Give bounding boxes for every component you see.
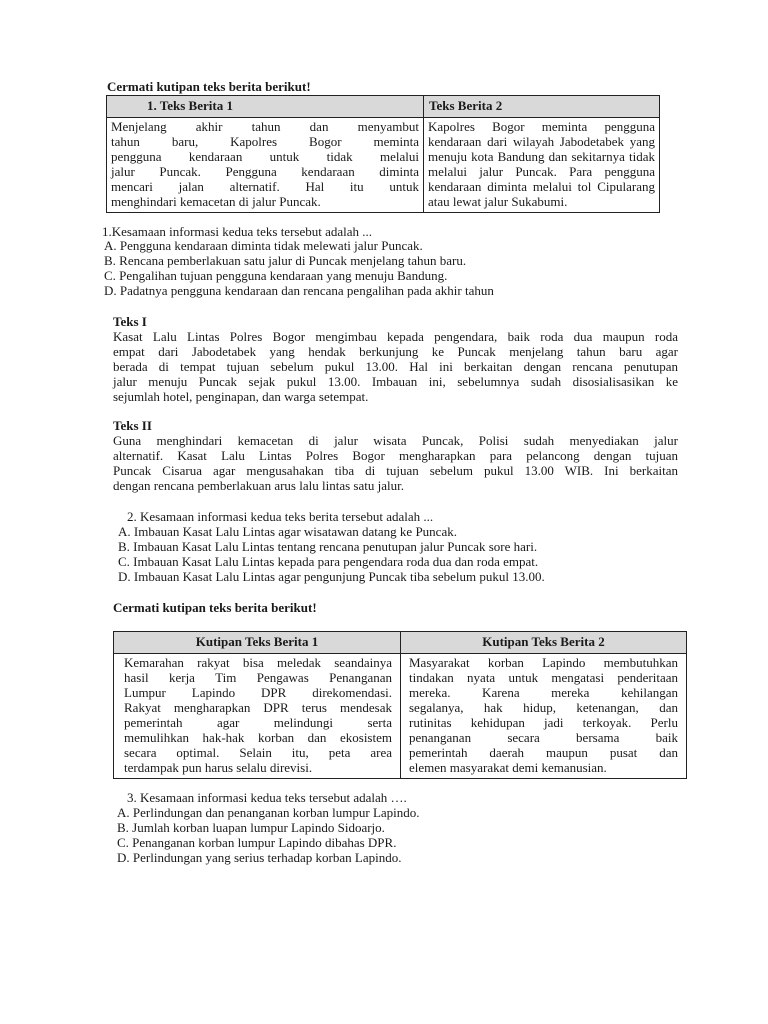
table-cell-line: Lumpur Lapindo DPR direkomendasi.	[124, 685, 392, 700]
paragraph-line: dengan rencana pemberlakuan arus lalu lintas satu jalur.	[113, 478, 404, 493]
table1-header-col2: Teks Berita 2	[424, 96, 660, 118]
news-table-2	[113, 631, 687, 779]
table2-col2-body	[401, 654, 687, 779]
option-a: A. Pengguna kendaraan diminta tidak melewati jalur Puncak.	[104, 238, 423, 253]
table-cell-line: jalur Puncak. Pengguna kendaraan diminta	[111, 164, 419, 179]
paragraph-line: Puncak Cisarua agar mengusahakan tiba di tujuan sebelum pukul 13.00 WIB. Ini berkaitan	[113, 463, 678, 478]
teks-2-title: Teks II	[113, 418, 152, 433]
table-cell-line: memulihkan hak-hak korban dan ekosistem	[124, 730, 392, 745]
news-table-1	[106, 95, 660, 213]
table-cell-line: kendaraan diminta melalui tol Cipularang	[428, 179, 655, 194]
section3-title: Cermati kutipan teks berita berikut!	[113, 600, 317, 615]
teks-1-title: Teks I	[113, 314, 147, 329]
paragraph-line: sejumlah hotel, penginapan, dan warga setempat.	[113, 389, 369, 404]
paragraph-line: Guna menghindari kemacetan di jalur wisata Puncak, Polisi sudah menyediakan jalur	[113, 433, 678, 448]
table-cell-line: menuju kota Bandung dan sekitarnya tidak	[428, 149, 655, 164]
table2-header-col1: Kutipan Teks Berita 1	[114, 632, 401, 654]
table1-header-col1: 1. Teks Berita 1	[107, 96, 424, 118]
table-cell-line: Kapolres Bogor meminta pengguna	[428, 119, 655, 134]
table-cell-line: segalanya, hak hidup, ketenangan, dan	[409, 700, 678, 715]
table-cell-line: atau lewat jalur Sukabumi.	[428, 194, 568, 209]
option-b: B. Imbauan Kasat Lalu Lintas tentang rencana penutupan jalur Puncak sore hari.	[118, 539, 538, 554]
paragraph-line: berada di tempat tujuan sebelum pukul 13.00. Hal ini berkaitan dengan rencana penutupan	[113, 359, 678, 374]
table-cell-line: pemerintah agar melindungi serta	[124, 715, 392, 730]
question-2-options	[118, 524, 545, 584]
table-cell-line: mencari jalan alternatif. Hal itu untuk	[111, 179, 419, 194]
question-3-options	[117, 805, 420, 865]
table-cell-line: elemen masyarakat demi kemanusian.	[409, 760, 607, 775]
table-cell-line: Masyarakat korban Lapindo membutuhkan	[409, 655, 678, 670]
option-d: D. Imbauan Kasat Lalu Lintas agar pengunjung Puncak tiba sebelum pukul 13.00.	[118, 569, 545, 584]
option-b: B. Jumlah korban luapan lumpur Lapindo Sidoarjo.	[117, 820, 385, 835]
paragraph-line: empat dari Jabodetabek yang hendak berkunjung ke Puncak menjelang tahun baru agar	[113, 344, 678, 359]
option-a: A. Imbauan Kasat Lalu Lintas agar wisatawan datang ke Puncak.	[118, 524, 457, 539]
table-cell-line: melalui jalur Puncak. Para pengguna	[428, 164, 655, 179]
table-cell-line: Rakyat mengharapkan DPR terus mendesak	[124, 700, 392, 715]
option-c: C. Penanganan korban lumpur Lapindo dibahas DPR.	[117, 835, 397, 850]
paragraph-line: jalur menuju Puncak sejak pukul 13.00. Imbauan ini, sebelumnya sudah disosialisasikan ke	[113, 374, 678, 389]
paragraph-line: alternatif. Kasat Lalu Lintas Polres Bogor mengharapkan para pelancong dengan tujuan	[113, 448, 678, 463]
table-cell-line: menghindari kemacetan di jalur Puncak.	[111, 194, 321, 209]
question-1: 1.Kesamaan informasi kedua teks tersebut adalah ...	[102, 224, 373, 239]
table-cell-line: penanganan secara bersama baik	[409, 730, 678, 745]
section1-title: Cermati kutipan teks berita berikut!	[107, 79, 311, 94]
teks-2-body	[113, 433, 678, 493]
question-1-options	[104, 238, 494, 298]
table-cell-line: pengguna kendaraan untuk tidak melalui	[111, 149, 419, 164]
table-cell-line: kendaraan dari wilayah Jabodetabek yang	[428, 134, 655, 149]
question-3: 3. Kesamaan informasi kedua teks tersebut adalah ….	[127, 790, 407, 805]
table2-col1-body	[114, 654, 401, 779]
table-cell-line: terdampak pun harus selalu direvisi.	[124, 760, 313, 775]
table-cell-line: pemerintah daerah maupun pusat dan	[409, 745, 678, 760]
option-a: A. Perlindungan dan penanganan korban lumpur Lapindo.	[117, 805, 420, 820]
table-cell-line: hasil kerja Tim Pengawas Penanganan	[124, 670, 392, 685]
table-cell-line: mereka. Karena mereka kehilangan	[409, 685, 678, 700]
paragraph-line: Kasat Lalu Lintas Polres Bogor mengimbau kepada pengendara, baik roda dua maupun roda	[113, 329, 678, 344]
table2-header-col2: Kutipan Teks Berita 2	[401, 632, 687, 654]
option-c: C. Pengalihan tujuan pengguna kendaraan yang menuju Bandung.	[104, 268, 448, 283]
table1-col2-body	[424, 118, 660, 213]
option-d: D. Padatnya pengguna kendaraan dan rencana pengalihan pada akhir tahun	[104, 283, 494, 298]
table-cell-line: Menjelang akhir tahun dan menyambut	[111, 119, 419, 134]
table-cell-line: tahun baru, Kapolres Bogor meminta	[111, 134, 419, 149]
table1-col1-body	[107, 118, 424, 213]
table-cell-line: secara optimal. Selain itu, peta area	[124, 745, 392, 760]
question-2: 2. Kesamaan informasi kedua teks berita tersebut adalah ...	[127, 509, 434, 524]
option-d: D. Perlindungan yang serius terhadap korban Lapindo.	[117, 850, 402, 865]
table-cell-line: rutinitas kehidupan jadi terkoyak. Perlu	[409, 715, 678, 730]
option-c: C. Imbauan Kasat Lalu Lintas kepada para pengendara roda dua dan roda empat.	[118, 554, 539, 569]
table-cell-line: tindakan nyata untuk mengatasi penderitaan	[409, 670, 678, 685]
teks-1-body	[113, 329, 678, 404]
table-cell-line: Kemarahan rakyat bisa meledak seandainya	[124, 655, 392, 670]
option-b: B. Rencana pemberlakuan satu jalur di Puncak menjelang tahun baru.	[104, 253, 467, 268]
